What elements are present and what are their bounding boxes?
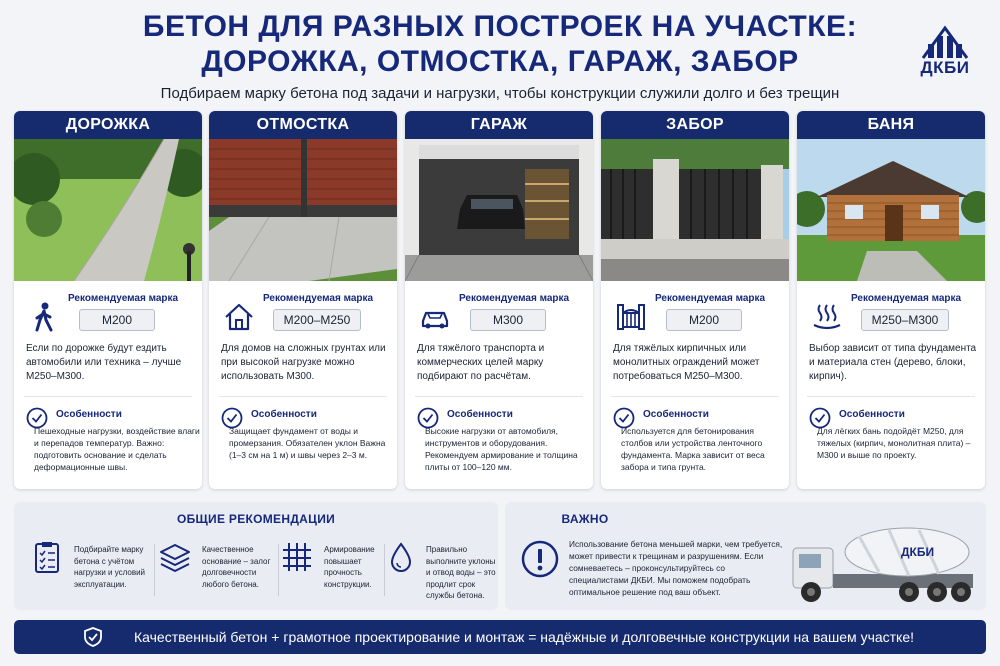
features-text: Для лёгких бань подойдёт М250, для тяжелых (кирпич, монолитная плита) – М300 и выше по проекту. — [817, 426, 971, 460]
card-bathhouse — [797, 111, 985, 489]
card-garage — [405, 111, 593, 489]
features-title: Особенности — [643, 409, 709, 420]
card-title: ГАРАЖ — [405, 111, 593, 139]
page-title-line-1: БЕТОН ДЛЯ РАЗНЫХ ПОСТРОЕК НА УЧАСТКЕ: — [142, 10, 858, 43]
features-title: Особенности — [56, 409, 122, 420]
divider — [154, 544, 155, 596]
important-title: ВАЖНО — [561, 512, 609, 526]
features-title: Особенности — [447, 409, 513, 420]
layers-icon — [158, 540, 192, 574]
card-fence — [601, 111, 789, 489]
card-title: ЗАБОР — [601, 111, 789, 139]
blind-area-photo — [209, 139, 397, 281]
recommended-grade-value: М200 — [79, 309, 155, 331]
features-title: Особенности — [839, 409, 905, 420]
fence-photo — [601, 139, 789, 281]
page-title-line-2: ДОРОЖКА, ОТМОСТКА, ГАРАЖ, ЗАБОР — [201, 45, 799, 78]
recommended-grade — [797, 293, 985, 345]
card-description: Выбор зависит от типа фундамента и материала стен (дерево, блоки, кирпич). — [809, 343, 977, 382]
checklist-icon — [30, 540, 64, 574]
divider — [415, 396, 583, 397]
recommendation-item — [384, 536, 494, 602]
fence-gate-icon — [615, 301, 647, 333]
rebar-grid-icon — [280, 540, 314, 574]
recommendation-item — [158, 536, 274, 602]
concrete-mixer-truck-icon — [789, 516, 981, 608]
recommended-grade — [405, 293, 593, 345]
recommended-grade-value: М250–М300 — [861, 309, 949, 331]
card-title: ДОРОЖКА — [14, 111, 202, 139]
important-panel — [505, 502, 986, 610]
car-icon — [419, 301, 451, 333]
recommended-grade-label: Рекомендуемая марка — [263, 293, 374, 304]
recommended-grade-label: Рекомендуемая марка — [655, 293, 766, 304]
features-text: Используется для бетонирования столбов или устройства ленточного фундамента. Марка зависит от веса забора и типа грунта. — [621, 426, 765, 472]
divider — [219, 396, 387, 397]
logo-text: ДКБИ — [920, 58, 970, 77]
recommended-grade-value: М300 — [470, 309, 546, 331]
divider — [278, 544, 279, 596]
recommended-grade — [601, 293, 789, 345]
card-description: Для тяжёлых кирпичных или монолитных ограждений может потребоваться М250–М300. — [613, 343, 760, 382]
recommendation-item — [280, 536, 390, 602]
general-recommendations-title: ОБЩИЕ РЕКОМЕНДАЦИИ — [176, 512, 336, 526]
recommendation-text: Качественное основание – залог долговечности любого бетона. — [202, 545, 271, 589]
recommendation-text: Армирование повышает прочность конструкции. — [324, 545, 375, 589]
water-drop-icon — [384, 540, 418, 574]
features-title: Особенности — [251, 409, 317, 420]
recommended-grade — [209, 293, 397, 345]
important-text: Использование бетона меньшей марки, чем требуется, может привести к трещинам и разрушениям. Если сомневаетесь – проконсультируйтесь со специалистами ДКБИ. Мы поможем подобрать оптимальное решение под ваш объект. — [569, 539, 783, 597]
bathhouse-photo — [797, 139, 985, 281]
features-text: Пешеходные нагрузки, воздействие влаги и перепадов температур. Важно: подготовить основание и сделать деформационные швы. — [34, 426, 200, 472]
card-description: Если по дорожке будут ездить автомобили или техника – лучше М250–М300. — [26, 343, 182, 382]
recommendation-text: Подбирайте марку бетона с учётом нагрузки и условий эксплуатации. — [74, 545, 145, 589]
recommendation-item — [30, 536, 156, 602]
truck-logo-text: ДКБИ — [901, 545, 935, 559]
general-recommendations-panel — [14, 502, 498, 610]
divider — [24, 396, 192, 397]
recommended-grade-label: Рекомендуемая марка — [851, 293, 962, 304]
exclamation-icon — [521, 540, 559, 578]
footer-text: Качественный бетон + грамотное проектирование и монтаж = надёжные и долговечные конструкции на вашем участке! — [134, 629, 915, 645]
card-description: Для домов на сложных грунтах или при высокой нагрузке можно использовать М300. — [221, 343, 386, 382]
garage-photo — [405, 139, 593, 281]
shield-check-icon — [82, 626, 104, 648]
recommendation-text: Правильно выполните уклоны и отвод воды – это продлит срок службы бетона. — [426, 545, 496, 600]
features-text: Высокие нагрузки от автомобиля, инструментов и оборудования. Рекомендуем армирование и толщина плиты от 100–120 мм. — [425, 426, 578, 472]
steam-icon — [811, 301, 843, 333]
footer-banner — [14, 620, 986, 654]
page-subtitle: Подбираем марку бетона под задачи и нагрузки, чтобы конструкции служили долго и без трещин — [160, 85, 840, 102]
recommended-grade-value: М200–М250 — [273, 309, 361, 331]
recommended-grade-label: Рекомендуемая марка — [459, 293, 570, 304]
path-photo — [14, 139, 202, 281]
walking-person-icon — [28, 301, 60, 333]
recommended-grade-label: Рекомендуемая марка — [68, 293, 179, 304]
house-icon — [223, 301, 255, 333]
divider — [611, 396, 779, 397]
card-title: БАНЯ — [797, 111, 985, 139]
card-title: ОТМОСТКА — [209, 111, 397, 139]
divider — [807, 396, 975, 397]
recommended-grade-value: М200 — [666, 309, 742, 331]
features-text: Защищает фундамент от воды и промерзания. Обязателен уклон Важна (1–3 см на 1 м) и швы через 2–3 м. — [229, 426, 386, 460]
card-blind-area — [209, 111, 397, 489]
card-description: Для тяжёлого транспорта и коммерческих целей марку подбирают по расчётам. — [417, 343, 545, 382]
card-path — [14, 111, 202, 489]
recommended-grade — [14, 293, 202, 345]
